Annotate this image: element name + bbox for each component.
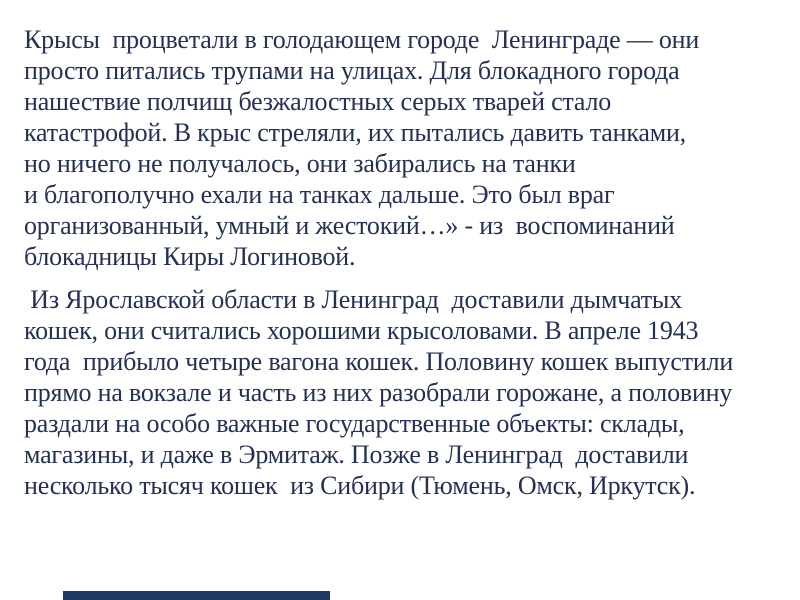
text-line: блокадницы Киры Логиновой.	[24, 242, 356, 271]
text-line: но ничего не получалось, они забирались на танки	[24, 149, 576, 178]
text-line: катастрофой. В крыс стреляли, их пытались давить танками,	[24, 118, 686, 147]
text-line: организованный, умный и жестокий…» - из воспоминаний	[24, 211, 675, 240]
paragraph-rats-quote	[24, 24, 792, 272]
text-line: магазины, и даже в Эрмитаж. Позже в Ленинград доставили	[24, 440, 689, 469]
slide-text-block	[24, 24, 792, 501]
text-line: прямо на вокзале и часть из них разобрали горожане, а половину	[24, 378, 733, 407]
text-line: раздали на особо важные государственные объекты: склады,	[24, 409, 685, 438]
text-line: Из Ярославской области в Ленинград доставили дымчатых	[24, 285, 682, 314]
text-line: просто питались трупами на улицах. Для блокадного города	[24, 56, 680, 85]
text-line: года прибыло четыре вагона кошек. Половину кошек выпустили	[24, 347, 734, 376]
text-line: нашествие полчищ безжалостных серых тварей стало	[24, 87, 612, 116]
footer-accent-bar	[63, 591, 330, 600]
text-line: кошек, они считались хорошими крысоловами. В апреле 1943	[24, 316, 699, 345]
paragraph-cats-delivery	[24, 284, 792, 501]
text-line: несколько тысяч кошек из Сибири (Тюмень, Омск, Иркутск).	[24, 471, 696, 500]
text-line: и благополучно ехали на танках дальше. Это был враг	[24, 180, 615, 209]
text-line: Крысы процветали в голодающем городе Ленинграде — они	[24, 25, 700, 54]
